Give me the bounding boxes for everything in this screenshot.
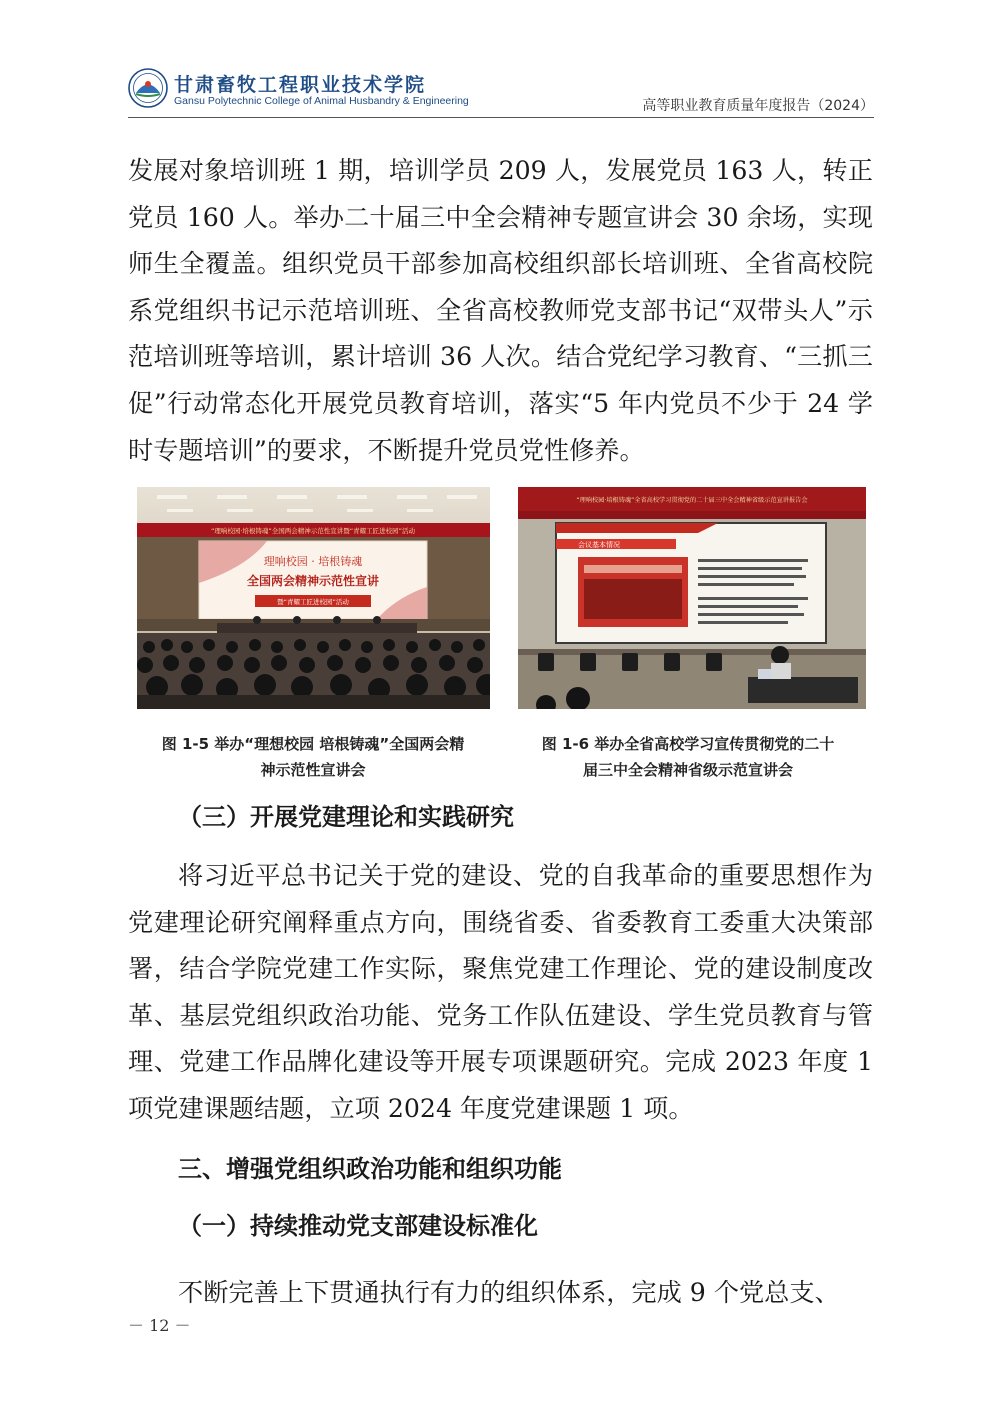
school-name-en: Gansu Polytechnic College of Animal Husbandry & Engineering	[174, 95, 469, 107]
body-paragraph-3: 不断完善上下贯通执行有力的组织体系，完成 9 个党总支、	[178, 1278, 840, 1307]
page-header	[128, 68, 874, 120]
school-name-cn: 甘肃畜牧工程职业技术学院	[174, 74, 427, 96]
figure-caption-1-5	[126, 731, 500, 783]
caption-1-6-line-1: 图 1-6 举办全省高校学习宣传贯彻党的二十	[541, 735, 835, 753]
body-paragraph-2: 将习近平总书记关于党的建设、党的自我革命的重要思想作为党建理论研究阐释重点方向，围绕省委、省委教育工委重大决策部署，结合学院党建工作实际，聚焦党建工作理论、党的建设制度改革、基层党组织政治功能、党务工作队伍建设、学生党员教育与管理、党建工作品牌化建设等开展专项课题研究。完成 2023 年度 1 项党建课题结题，立项 2024 年度党建课题 1 项。	[128, 861, 873, 1123]
part-heading-three: 三、增强党组织政治功能和组织功能	[178, 1155, 562, 1183]
page-number: － 12 －	[128, 1316, 191, 1335]
photo1-screen-subtitle: 暨“青耀工匠进校园”活动	[277, 598, 349, 606]
photo2-slide-heading: 会议基本情况	[578, 541, 620, 549]
section-heading-yi: （一）持续推动党支部建设标准化	[178, 1212, 538, 1240]
body-paragraph-1: 发展对象培训班 1 期，培训学员 209 人，发展党员 163 人，转正党员 160 人。举办二十届三中全会精神专题宣讲会 30 余场，实现师生全覆盖。组织党员干部参加高校组织部长培训班、全省高校院系党组织书记示范培训班、全省高校教师党支部书记“双带头人”示范培训班等培训，累计培训 36 人次。结合党纪学习教育、“三抓三促”行动常态化开展党员教育培训，落实“5 年内党员不少于 24 学时专题培训”的要求，不断提升党员党性修养。	[128, 156, 873, 465]
header-rule	[128, 117, 874, 118]
figure-caption-1-6	[510, 731, 866, 783]
photo-lecture-hall	[137, 487, 490, 709]
caption-1-5-line-2: 神示范性宣讲会	[260, 761, 366, 779]
photo1-banner-text: “理响校园·培根铸魂”全国两会精神示范性宣讲暨“青耀工匠进校园”活动	[210, 527, 416, 535]
caption-1-6-line-2: 届三中全会精神省级示范宣讲会	[582, 761, 793, 779]
photo2-banner-text: “理响校园·培根铸魂”全省高校学习贯彻党的二十届三中全会精神省级示范宣讲报告会	[576, 497, 808, 504]
photo1-screen-title-2: 全国两会精神示范性宣讲	[246, 574, 380, 588]
caption-1-5-line-1: 图 1-5 举办“理想校园 培根铸魂”全国两会精	[161, 735, 465, 753]
section-heading-san: （三）开展党建理论和实践研究	[178, 803, 514, 831]
photo1-screen-title-1: 理响校园 · 培根铸魂	[263, 555, 363, 568]
school-logo	[128, 68, 168, 108]
photo-stage-presentation	[518, 487, 866, 709]
photo-stage-presentation-image	[518, 487, 866, 709]
photo-lecture-hall-image	[137, 487, 490, 709]
report-title: 高等职业教育质量年度报告（2024）	[642, 98, 874, 114]
